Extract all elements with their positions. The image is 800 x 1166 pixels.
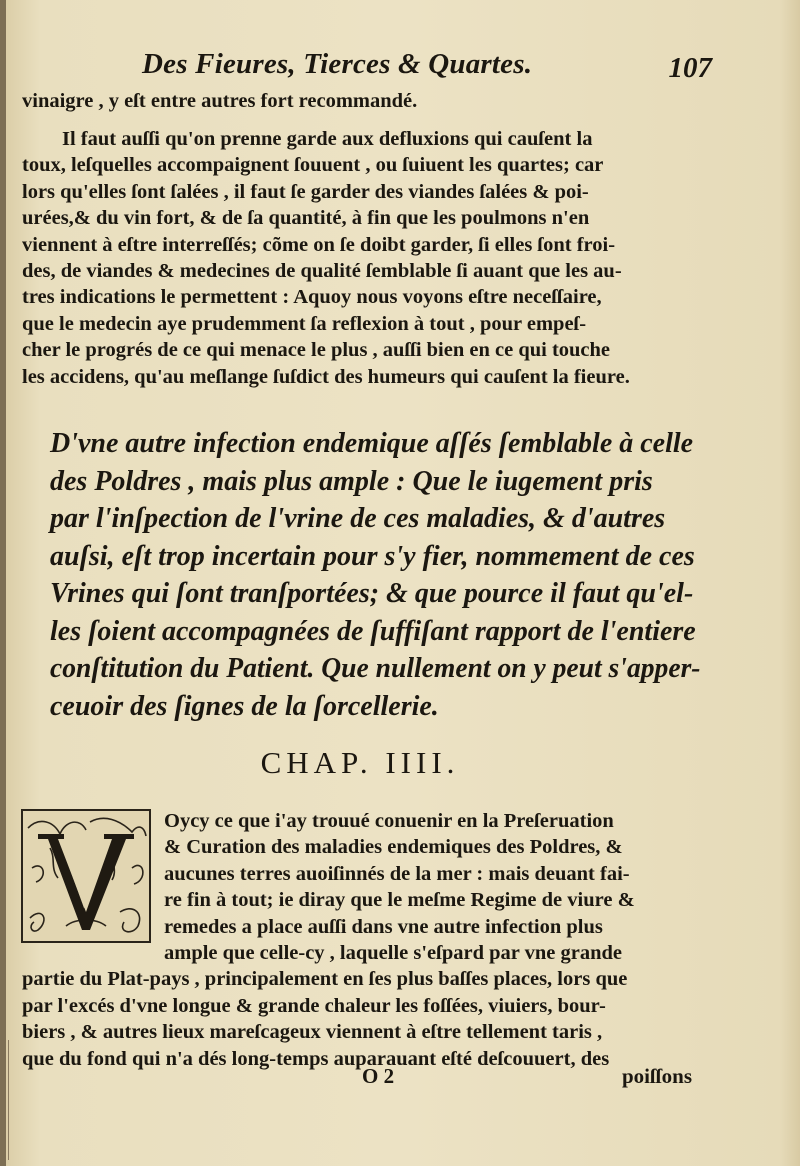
chapter-body bbox=[22, 808, 702, 1072]
heading-line: les ſoient accompagnées de ſuffiſant rapport de l'entiere bbox=[50, 615, 696, 647]
text-line: ample que celle-cy , laquelle s'eſpard par vne grande bbox=[164, 942, 622, 965]
paragraph-defluxions bbox=[22, 126, 702, 390]
running-title: Des Fieures, Tierces & Quartes. bbox=[142, 48, 533, 80]
text-line: que le medecin aye prudemment ſa reflexion à tout , pour empeſ- bbox=[22, 312, 587, 335]
text-line: Il faut auſſi qu'on prenne garde aux defluxions qui cauſent la bbox=[62, 128, 593, 150]
catchword: poiſſons bbox=[621, 1064, 692, 1088]
text-line: par l'excés d'vne longue & grande chaleur les foſſées, viuiers, bour- bbox=[22, 994, 606, 1017]
heading-line: ceuoir des ſignes de la ſorcellerie. bbox=[50, 690, 439, 722]
binding-gutter bbox=[0, 0, 6, 1166]
section-heading bbox=[50, 425, 700, 725]
text-line: que du fond qui n'a dés long-temps auparauant eſté deſcouuert, des bbox=[22, 1047, 610, 1070]
page-number: 107 bbox=[668, 52, 712, 84]
text-line: tres indications le permettent : Aquoy nous voyons eſtre neceſſaire, bbox=[22, 286, 602, 309]
paragraph-continuation bbox=[22, 88, 702, 114]
text-line: biers , & autres lieux mareſcageux viennent à eſtre tellement taris , bbox=[22, 1021, 603, 1044]
text-line: remedes a place auſſi dans vne autre infection plus bbox=[164, 915, 603, 938]
text-line: les accidens, qu'au meſlange ſuſdict des humeurs qui cauſent la fieure. bbox=[22, 365, 630, 388]
text-line: & Curation des maladies endemiques des Poldres, & bbox=[164, 836, 623, 859]
heading-line: des Poldres , mais plus ample : Que le iugement pris bbox=[50, 465, 653, 497]
chapter-title: CHAP. IIII. bbox=[260, 745, 460, 780]
heading-line: auſsi, eſt trop incertain pour s'y fier, nommement de ces bbox=[50, 540, 695, 572]
signature-mark: O 2 bbox=[362, 1064, 395, 1088]
text-line: Oycy ce que i'ay trouué conuenir en la Preſeruation bbox=[164, 810, 614, 832]
text-line: lors qu'elles ſont ſalées , il faut ſe garder des viandes ſalées & poi- bbox=[22, 180, 589, 203]
text-line: viennent à eſtre interreſſés; cõme on ſe doibt garder, ſi elles ſont froi- bbox=[22, 233, 616, 256]
text-line: vinaigre , y eſt entre autres fort recommandé. bbox=[22, 90, 418, 112]
margin-shadow bbox=[8, 1040, 9, 1160]
text-line: cher le progrés de ce qui menace le plus , auſſi bien en ce qui touche bbox=[22, 339, 611, 362]
heading-line: D'vne autre infection endemique aſſés ſemblable à celle bbox=[50, 428, 694, 459]
text-line: toux, leſquelles accompaignent ſouuent , ou ſuiuent les quartes; car bbox=[22, 154, 604, 177]
text-line: aucunes terres auoiſinnés de la mer : mais deuant fai- bbox=[164, 862, 630, 885]
heading-line: Vrines qui ſont tranſportées; & que pource il faut qu'el- bbox=[50, 578, 694, 609]
text-line: urées,& du vin fort, & de ſa quantité, à fin que les poulmons n'en bbox=[22, 207, 590, 230]
heading-line: par l'inſpection de l'vrine de ces maladies, & d'autres bbox=[50, 503, 666, 534]
page-header bbox=[20, 48, 720, 88]
text-line: re fin à tout; ie diray que le meſme Regime de viure & bbox=[164, 889, 635, 912]
page-footer bbox=[22, 1064, 702, 1094]
heading-line: conſtitution du Patient. Que nullement on y peut s'apper- bbox=[50, 653, 701, 684]
text-line: des, de viandes & medecines de qualité ſemblable ſi auant que les au- bbox=[22, 260, 622, 283]
text-line: partie du Plat-pays , principalement en ſes plus baſſes places, lors que bbox=[22, 968, 628, 991]
